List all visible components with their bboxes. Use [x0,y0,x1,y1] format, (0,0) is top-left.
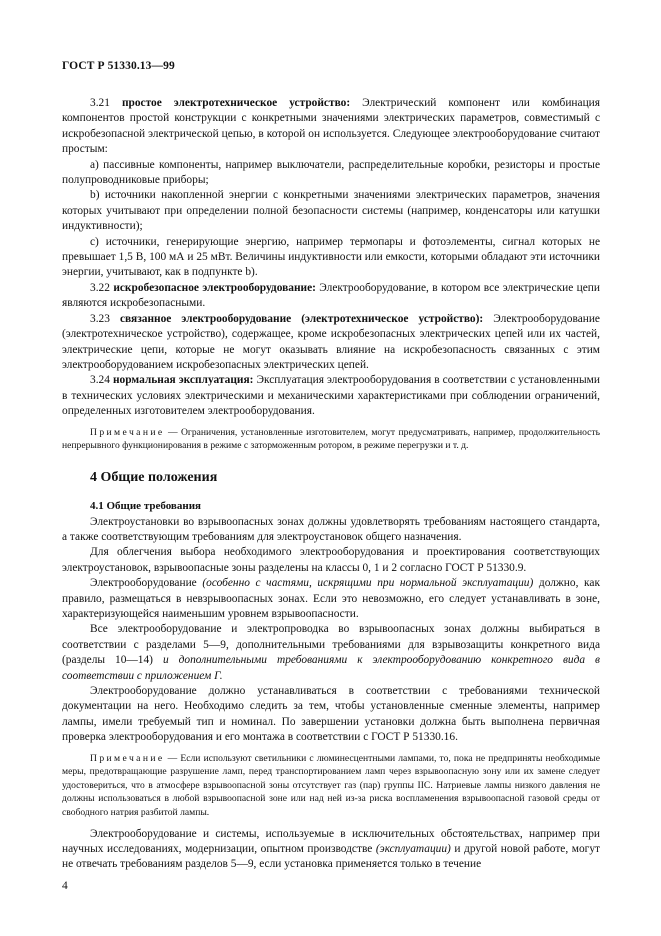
italic-text: (особенно с частями, искрящими при нормальной эксплуатации) [202,577,534,590]
note-text: — Если используют светильники с люминесцентными лампами, то, пока не предприняты необходимые меры, предотвращающие разрушение ламп, перед транспортированием ламп через взрывоопасную зону или их замене следует удостовериться, что в атмосфере взрывоопасной зоны отсутствует газ (пар) группы IIC. Натриевые лампы низкого давления не должны использоваться в любой взрывоопасной зоне или над ней из-за риска воспламенения взрывоопасной газовой среды от свободного натрия разбитой лампы. [62,752,600,818]
definition-term: простое электротехническое устройство: [121,97,351,109]
definition-term: связанное электрооборудование (электротехническое устройство): [119,312,484,325]
note-text: — Ограничения, установленные изготовителем, могут предусматривать, например, продолжительность непрерывного функционирования в режиме с заторможенным ротором, в режиме перегрузки и т. д. [62,426,600,452]
paragraph: Электрооборудование должно устанавливаться в соответствии с требованиями технической документации на него. Необходимо следить за тем, чтобы установленные сменные элементы, например лампы, имели требуемый тип и номинал. По завершении установки должна быть выполнена первичная проверка электрооборудования и его монтажа в соответствии с ГОСТ Р 51330.16. [62,685,600,744]
definition-text: Эксплуатация электрооборудования в соответствии с установленными в технических условиях электрическими и механическими характеристиками при соблюдении ограничений, определенных изготовителем электрооборудования. [62,374,600,418]
list-item-c: c) источники, генерирующие энергию, например термопары и фотоэлементы, сигнал которых не превышает 1,5 В, 100 мА и 25 мВт. Величины индуктивности или емкости, которыми обладают эти источники энергии, учитывают, как в подпункте b). [62,235,600,279]
document-header: ГОСТ Р 51330.13—99 [62,60,175,72]
note-label: Примечание [90,752,165,764]
definition-3-24 [62,373,600,419]
text-run: Электрооборудование [90,577,203,590]
definition-term: нормальная эксплуатация: [112,374,254,387]
text-run: должно, как правило, размещаться в невзрывоопасных зонах. Если это невозможно, его следует устанавливать в зоне, характеризующейся наименьшим уровнем взрывоопасности. [62,577,600,620]
definition-text: Электрооборудование, в котором все электрические цепи являются искробезопасными. [62,281,600,310]
note-lamps [62,752,600,820]
section-title: 4 Общие положения [90,469,218,485]
definition-3-22 [62,281,600,312]
list-item-a: a) пассивные компоненты, например выключатели, распределительные коробки, резисторы и простые полупроводниковые приборы; [62,158,600,187]
note-label: Примечание [90,426,165,438]
definition-text: Электрический компонент или комбинация компонентов простой конструкции с конкретными значениями электрических параметров, совместимый с искробезопасной электрической цепью, в которой он используется. Следующее электрооборудование считают простым: [62,97,601,156]
note-definitions [62,426,600,453]
definition-number: 3.21 [90,97,122,109]
definition-3-23 [62,312,600,374]
definition-number: 3.24 [90,374,113,387]
page-content [62,96,600,873]
definition-number: 3.23 [90,312,120,325]
definition-3-21 [62,96,600,158]
subsection-title: 4.1 Общие требования [90,500,201,513]
text-run: и другой новой работе, могут не отвечать требованиям разделов 5—9, если установка применяется только в течение [62,843,600,871]
paragraph: Электроустановки во взрывоопасных зонах должны удовлетворять требованиям настоящего стандарта, а также соответствующим требованиям для электроустановок общего назначения. [62,515,600,543]
italic-text: (эксплуатации) [375,843,451,855]
list-item-b: b) источники накопленной энергии с конкретными значениями электрических параметров, значения которых учитывают при определении полной безопасности системы (например, конденсаторы или катушки индуктивности); [62,189,600,233]
text-run: Все электрооборудование и электропроводка во взрывоопасных зонах должны выбираться в соответствии с разделами 5—9, дополнительными требованиями для взрывозащиты конкретного вида (разделы 10—14) [62,623,600,667]
text-run: Электрооборудование и системы, используемые в исключительных обстоятельствах, например при научных исследованиях, модернизации, опытном производстве [62,827,600,855]
definition-term: искробезопасное электрооборудование: [113,281,316,294]
paragraph: Для облегчения выбора необходимого электрооборудования и проектирования соответствующих электроустановок, взрывоопасные зоны разделены на классы 0, 1 и 2 согласно ГОСТ Р 51330.9. [62,546,600,574]
paragraph [62,576,600,622]
definition-number: 3.22 [90,281,114,294]
paragraph [62,622,600,684]
definition-text: Электрооборудование (электротехническое устройство), содержащее, кроме искробезопасных электрических цепей или их частей, электрические цепи, которые не могут оказывать влияние на искробезопасность связанных с этим электрооборудованием искробезопасных электрических цепей. [62,312,600,371]
italic-text: и дополнительными требованиями к электрооборудованию конкретного вида в соответствии с приложением Г. [62,654,601,682]
paragraph [62,827,600,873]
page-number: 4 [62,880,68,892]
